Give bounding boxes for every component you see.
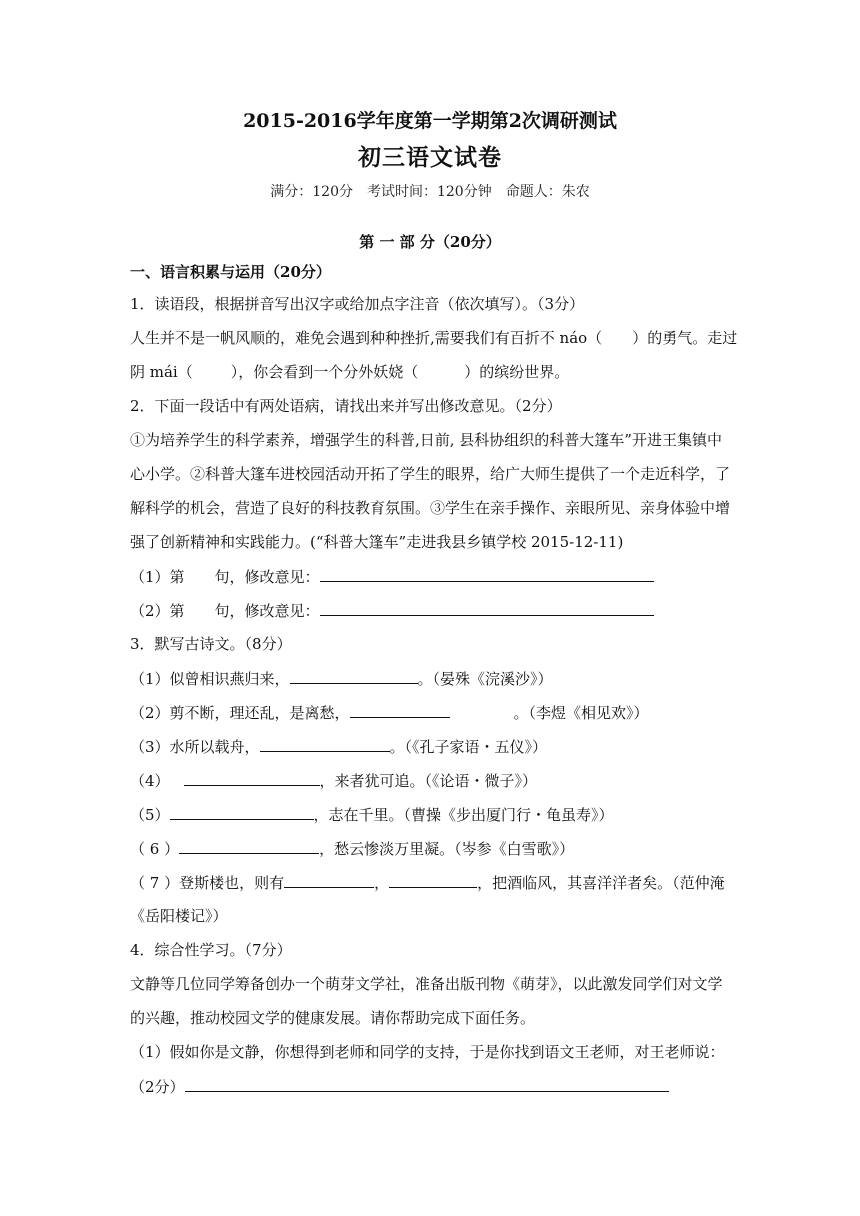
- q4-para-line: 文静等几位同学筹备创办一个萌芽文学社，准备出版刊物《萌芽》，以此激发同学们对文学: [130, 975, 723, 993]
- q3-item-1: [130, 668, 742, 689]
- q4-answer-line[interactable]: [185, 1076, 669, 1092]
- q2-para-line: ①为培养学生的科学素养，增强学生的科普,日前, 县科协组织的科普大篷车”开进王集镇中: [130, 431, 722, 449]
- q3-blank[interactable]: [170, 804, 314, 820]
- q3-text: ，志在千里。（曹操《步出厦门行・龟虽寿》）: [313, 806, 614, 824]
- q1-text-d: ），你会看到一个分外妖娆（: [230, 363, 419, 381]
- exam-subtitle: 初三语文试卷: [358, 144, 502, 171]
- q2-answer-1: [130, 566, 742, 587]
- q2-answer-label: 句，修改意见：: [214, 568, 320, 586]
- q2-answer-2: [130, 600, 742, 621]
- q3-stem: 3．默写古诗文。（8分）: [130, 635, 292, 653]
- q3-item-2: [130, 702, 742, 723]
- q3-text: （5）: [130, 806, 170, 824]
- q2-stem: 2．下面一段话中有两处语病，请找出来并写出修改意见。（2分）: [130, 397, 562, 415]
- q1-line2: [130, 362, 742, 382]
- part-heading: 第 一 部 分（20分）: [359, 233, 501, 251]
- q3-item-5: [130, 804, 742, 825]
- q4-stem: 4．综合性学习。（7分）: [130, 941, 292, 959]
- q4-sub-question: （1）假如你是文静，你想得到老师和同学的支持，于是你找到语文王老师，对王老师说：: [130, 1043, 725, 1061]
- q3-blank[interactable]: [389, 872, 477, 888]
- q3-item-6: [130, 838, 742, 859]
- q2-answer-line[interactable]: [320, 600, 654, 616]
- q3-blank[interactable]: [284, 872, 374, 888]
- q3-text: 。（李煜《相见欢》）: [513, 704, 649, 722]
- q2-para-line: 心小学。②科普大篷车进校园活动开拓了学生的眼界，给广大师生提供了一个走近科学，了: [130, 465, 731, 483]
- q3-text: ，来者犹可追。（《论语・微子》）: [319, 772, 538, 790]
- q2-answer-label: （2）第: [130, 602, 185, 620]
- q2-answer-line[interactable]: [320, 566, 654, 582]
- q2-para-line: 强了创新精神和实践能力。(“科普大篷车”走进我县乡镇学校 2015-12-11): [130, 533, 624, 551]
- q3-blank[interactable]: [260, 736, 390, 752]
- section-heading: 一、语言积累与运用（20分）: [130, 263, 331, 281]
- q1-line1: [130, 328, 742, 348]
- q1-text-e: ）的缤纷世界。: [464, 363, 570, 381]
- q4-answer-row: [130, 1076, 742, 1097]
- q3-item-7-cont: 《岳阳楼记》）: [130, 907, 228, 925]
- q3-text: ，愁云惨淡万里凝。（岑参《白雪歌》）: [319, 840, 575, 858]
- q1-text-b: ）的勇气。走过: [632, 329, 738, 347]
- q3-text: （ 6 ）: [130, 840, 180, 858]
- q3-text: ，把酒临风，其喜洋洋者矣。（范仲淹: [477, 874, 725, 892]
- q1-text-a: 人生并不是一帆风顺的，难免会遇到种种挫折,需要我们有百折不 náo（: [130, 329, 603, 347]
- q3-item-3: [130, 736, 742, 757]
- q3-text: （2）剪不断，理还乱，是离愁，: [130, 704, 350, 722]
- q1-stem: 1．读语段，根据拼音写出汉字或给加点字注音（依次填写）。（3分）: [130, 295, 585, 313]
- q3-text: ，: [374, 874, 390, 892]
- q1-text-c: 阴 mái（: [130, 363, 193, 381]
- q3-text: 。（《孔子家语・五仪》）: [389, 738, 548, 756]
- q3-blank[interactable]: [179, 838, 319, 854]
- exam-title: 2015-2016学年度第一学期第2次调研测试: [243, 110, 617, 132]
- q3-text: 。（晏殊《浣溪沙》）: [417, 670, 553, 688]
- q4-score-label: （2分）: [130, 1078, 185, 1096]
- q4-para-line: 的兴趣，推动校园文学的健康发展。请你帮助完成下面任务。: [130, 1009, 536, 1027]
- q3-text: （4）: [130, 772, 170, 790]
- q2-answer-label: 句，修改意见：: [214, 602, 320, 620]
- q3-text: （1）似曾相识燕归来，: [130, 670, 290, 688]
- q2-para-line: 解科学的机会，营造了良好的科技教育氛围。③学生在亲手操作、亲眼所见、亲身体验中增: [130, 499, 731, 517]
- q3-item-4: [130, 770, 742, 791]
- exam-meta: 满分：120分 考试时间：120分钟 命题人：朱农: [270, 184, 590, 200]
- q3-item-7: [130, 872, 742, 893]
- q3-blank[interactable]: [350, 702, 450, 718]
- q3-blank[interactable]: [290, 668, 418, 684]
- q2-answer-label: （1）第: [130, 568, 185, 586]
- q3-blank[interactable]: [184, 770, 320, 786]
- q3-text: （ 7 ）登斯楼也，则有: [130, 874, 285, 892]
- q3-text: （3）水所以载舟，: [130, 738, 260, 756]
